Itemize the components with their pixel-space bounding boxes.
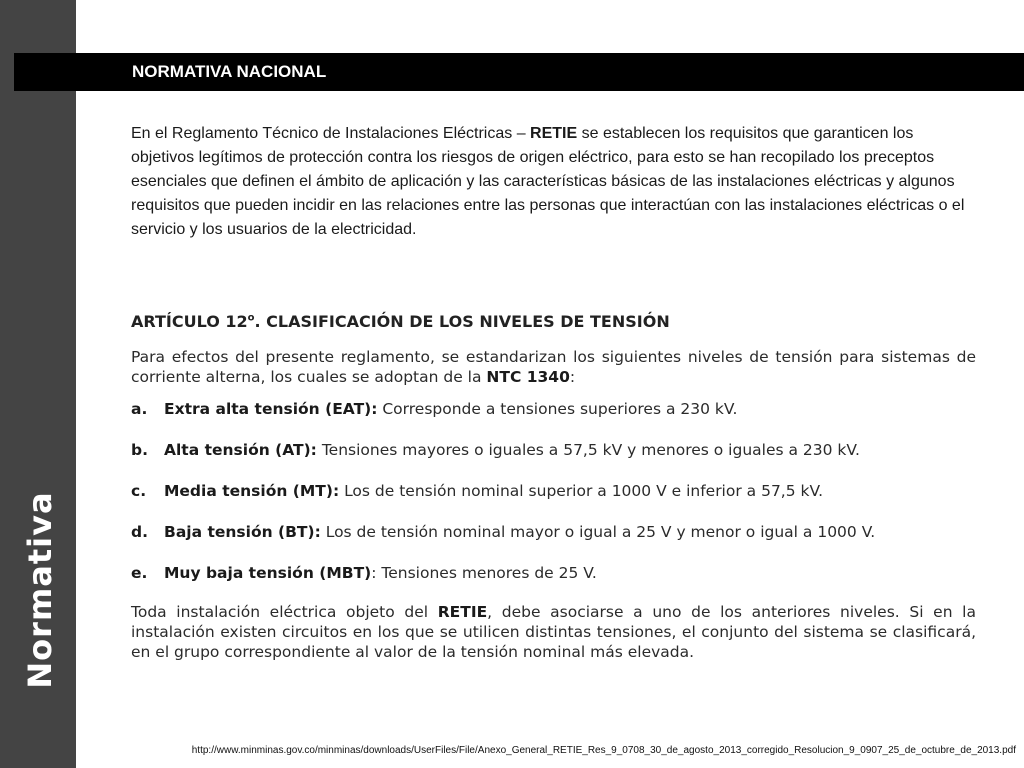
article-excerpt (131, 312, 976, 662)
list-item (131, 399, 976, 419)
article-title-ordinal: o (247, 312, 255, 324)
page-title: NORMATIVA NACIONAL (132, 62, 327, 81)
article-title-suffix: . CLASIFICACIÓN DE LOS NIVELES DE TENSIÓN (254, 312, 670, 331)
item-term: Baja tensión (BT): (164, 523, 321, 541)
sidebar-title: Normativa (21, 491, 59, 689)
item-letter: b. (131, 441, 148, 459)
ntc-reference: NTC 1340 (486, 368, 570, 386)
item-text: Corresponde a tensiones superiores a 230 kV. (377, 400, 738, 418)
article-title-prefix: ARTÍCULO 12 (131, 312, 248, 331)
article-intro-text: Para efectos del presente reglamento, se estandarizan los siguientes niveles de tensión para sistemas de corriente alterna, los cuales se adoptan de la (131, 348, 976, 386)
list-item (131, 481, 976, 501)
source-url-link[interactable]: http://www.minminas.gov.co/minminas/downloads/UserFiles/File/Anexo_General_RETIE_Res_9_0708_30_de_agosto_2013_corregido_Resolucion_9_0907_25_de_octubre_de_2013.pdf (191, 745, 1016, 756)
item-letter: d. (131, 523, 148, 541)
closing-text-start: Toda instalación eléctrica objeto del (131, 603, 438, 621)
item-letter: e. (131, 564, 148, 582)
closing-text-rest: , debe asociarse a uno de los anteriores niveles. Si en la instalación existen circuitos en los que se utilicen distintas tensiones, el conjunto del sistema se clasificará, en el grupo correspondiente al valor de la tensión nominal más elevada. (131, 603, 976, 661)
list-item (131, 522, 976, 542)
item-text: Los de tensión nominal mayor o igual a 25 V y menor o igual a 1000 V. (320, 523, 876, 541)
item-term: Media tensión (MT): (164, 482, 340, 500)
intro-retie-bold: RETIE (530, 125, 578, 142)
article-intro-colon: : (569, 368, 576, 386)
intro-paragraph (131, 122, 971, 242)
voltage-levels-list (131, 399, 976, 583)
item-text: Tensiones mayores o iguales a 57,5 kV y menores o iguales a 230 kV. (316, 441, 860, 459)
sidebar (0, 0, 76, 768)
article-closing-paragraph (131, 602, 976, 662)
article-title (131, 312, 976, 331)
list-item (131, 563, 976, 583)
item-term: Muy baja tensión (MBT) (164, 564, 372, 582)
item-text: : Tensiones menores de 25 V. (371, 564, 597, 582)
item-term: Extra alta tensión (EAT): (164, 400, 378, 418)
article-intro-paragraph (131, 347, 976, 387)
item-term: Alta tensión (AT): (164, 441, 317, 459)
closing-retie-bold: RETIE (437, 603, 488, 621)
intro-text-rest: se establecen los requisitos que garanticen los objetivos legítimos de protección contra los riesgos de origen eléctrico, para esto se han recopilado los preceptos esenciales que definen el ámbito de aplicación y las características básicas de las instalaciones eléctricas y algunos requisitos que pueden incidir en las relaciones entre las personas que interactúan con las instalaciones eléctricas o el servicio y los usuarios de la electricidad. (131, 125, 965, 238)
item-letter: c. (131, 482, 147, 500)
intro-text-start: En el Reglamento Técnico de Instalaciones Eléctricas – (131, 125, 531, 142)
item-text: Los de tensión nominal superior a 1000 V e inferior a 57,5 kV. (339, 482, 824, 500)
list-item (131, 440, 976, 460)
header-bar (14, 53, 1024, 91)
item-letter: a. (131, 400, 148, 418)
